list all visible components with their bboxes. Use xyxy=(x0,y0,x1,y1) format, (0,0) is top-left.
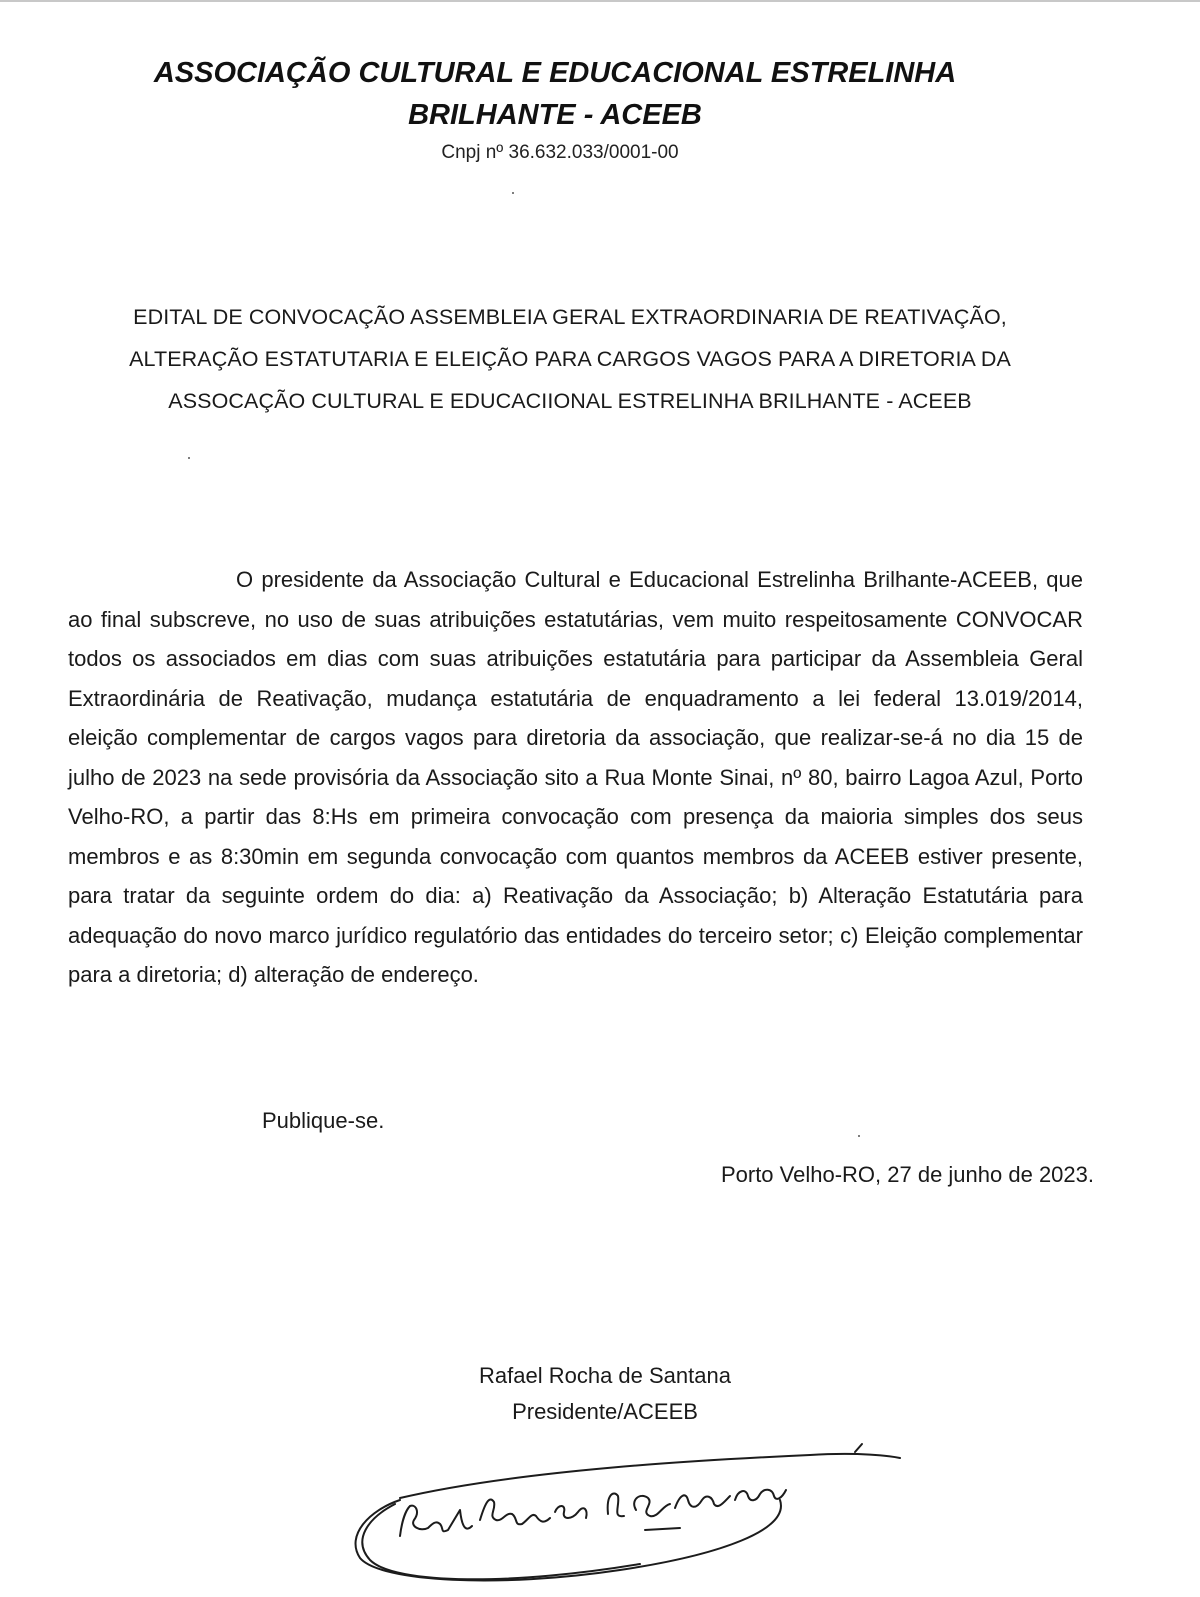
cnpj-number: Cnpj nº 36.632.033/0001-00 xyxy=(441,142,679,163)
publique-se-text: Publique-se. xyxy=(262,1108,385,1133)
edital-title: EDITAL DE CONVOCAÇÃO ASSEMBLEIA GERAL EXTRAORDINARIA DE REATIVAÇÃO, ALTERAÇÃO ESTATUTARIA E ELEIÇÃO PARA CARGOS VAGOS PARA A DIRETORIA DA ASSOCAÇÃO CULTURAL E EDUCACIIONAL ESTRELINHA BRILHANTE - ACEEB xyxy=(129,305,1011,413)
scan-speck xyxy=(512,192,514,194)
scan-speck xyxy=(858,1135,860,1137)
organization-title: ASSOCIAÇÃO CULTURAL E EDUCACIONAL ESTRELINHA BRILHANTE - ACEEB xyxy=(153,57,957,131)
signatory-block xyxy=(440,1358,770,1430)
convocation-paragraph: O presidente da Associação Cultural e Educacional Estrelinha Brilhante-ACEEB, que ao final subscreve, no uso de suas atribuições estatutárias, vem muito respeitosamente CONVOCAR todos os associados em dias com suas atribuições estatutária para participar da Assembleia Geral Extraordinária de Reativação, mudança estatutária de enquadramento a lei federal 13.019/2014, eleição complementar de cargos vagos para diretoria da associação, que realizar-se-á no dia 15 de julho de 2023 na sede provisória da Associação sito a Rua Monte Sinai, nº 80, bairro Lagoa Azul, Porto Velho-RO, a partir das 8:Hs em primeira convocação com presença da maioria simples dos seus membros e as 8:30min em segunda convocação com quantos membros da ACEEB estiver presente, para tratar da seguinte ordem do dia: a) Reativação da Associação; b) Alteração Estatutária para adequação do novo marco jurídico regulatório das entidades do terceiro setor; c) Eleição complementar para a diretoria; d) alteração de endereço. xyxy=(68,567,1083,987)
scan-speck xyxy=(188,457,190,459)
signatory-role: Presidente/ACEEB xyxy=(512,1399,698,1424)
handwritten-signature xyxy=(340,1440,920,1590)
place-date-line: Porto Velho-RO, 27 de junho de 2023. xyxy=(720,1162,1094,1187)
signatory-name: Rafael Rocha de Santana xyxy=(479,1363,731,1388)
scan-edge xyxy=(0,0,1200,2)
